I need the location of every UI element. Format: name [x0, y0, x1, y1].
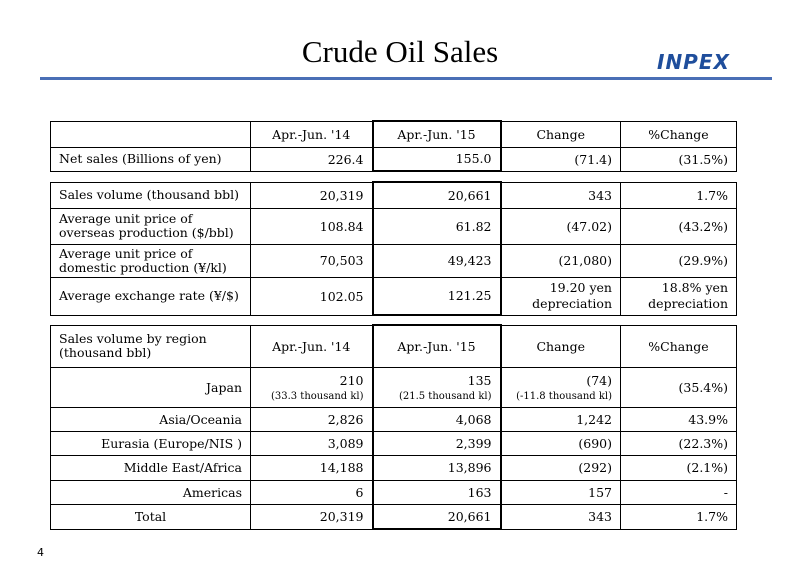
main-value: 210 — [339, 372, 364, 388]
cell-value: (35.4%) — [621, 367, 737, 407]
cell-value: 6 — [251, 480, 373, 504]
cell-value: (292) — [501, 455, 621, 480]
main-value: (74) — [586, 372, 612, 388]
cell-value: (43.2%) — [621, 208, 737, 244]
page-title: Crude Oil Sales — [301, 34, 499, 69]
cell-value: 20,319 — [251, 182, 373, 208]
header-cell: %Change — [621, 121, 737, 147]
row-label: Sales volume (thousand bbl) — [51, 182, 251, 208]
cell-value: 226.4 — [251, 147, 373, 171]
cell-value: 155.0 — [373, 147, 501, 171]
sales-by-region-table — [50, 324, 737, 530]
header-cell: Apr.-Jun. '14 — [251, 325, 373, 367]
header-cell — [51, 121, 251, 147]
table-row — [51, 431, 737, 455]
table-header-row — [51, 325, 737, 367]
row-label: Eurasia (Europe/NIS ) — [51, 431, 251, 455]
main-value: 135 — [467, 372, 492, 388]
cell-value: 343 — [501, 182, 621, 208]
header-cell: %Change — [621, 325, 737, 367]
cell-value: 13,896 — [373, 455, 501, 480]
table-row — [51, 147, 737, 171]
cell-value — [501, 367, 621, 407]
net-sales-table — [50, 120, 737, 172]
table-header-row — [51, 121, 737, 147]
change-line2: depreciation — [532, 296, 612, 311]
row-label: Average unit price of overseas production ($/bbl) — [51, 208, 251, 244]
cell-value: 2,399 — [373, 431, 501, 455]
header-label-line1: Sales volume by region — [59, 331, 207, 346]
cell-value: (29.9%) — [621, 244, 737, 277]
header-cell — [51, 325, 251, 367]
cell-value: 2,826 — [251, 407, 373, 431]
cell-value: 43.9% — [621, 407, 737, 431]
cell-value: (21,080) — [501, 244, 621, 277]
cell-value: 61.82 — [373, 208, 501, 244]
cell-value: 49,423 — [373, 244, 501, 277]
cell-value: 1.7% — [621, 504, 737, 529]
table-row — [51, 244, 737, 277]
cell-value: 157 — [501, 480, 621, 504]
inpex-logo: INPEX — [657, 50, 730, 74]
cell-value: 4,068 — [373, 407, 501, 431]
cell-value: 20,661 — [373, 182, 501, 208]
table-row — [51, 407, 737, 431]
header-cell: Apr.-Jun. '15 — [373, 325, 501, 367]
cell-value: (47.02) — [501, 208, 621, 244]
cell-value: 102.05 — [251, 277, 373, 315]
cell-value — [621, 277, 737, 315]
cell-value: (22.3%) — [621, 431, 737, 455]
cell-value: 163 — [373, 480, 501, 504]
cell-value: 343 — [501, 504, 621, 529]
row-label: Total — [51, 504, 251, 529]
cell-value: 121.25 — [373, 277, 501, 315]
table-row — [51, 208, 737, 244]
cell-value: (31.5%) — [621, 147, 737, 171]
header-cell: Change — [501, 325, 621, 367]
cell-value: - — [621, 480, 737, 504]
page-number: 4 — [37, 546, 44, 559]
cell-value: (71.4) — [501, 147, 621, 171]
pct-line1: 18.8% yen — [661, 280, 728, 295]
table-row — [51, 367, 737, 407]
table-row — [51, 277, 737, 315]
row-label: Average exchange rate (¥/$) — [51, 277, 251, 315]
table-row — [51, 182, 737, 208]
sub-value: (33.3 thousand kl) — [270, 390, 364, 402]
cell-value: 3,089 — [251, 431, 373, 455]
row-label: Americas — [51, 480, 251, 504]
cell-value — [373, 367, 501, 407]
cell-value: 70,503 — [251, 244, 373, 277]
change-line1: 19.20 yen — [549, 280, 612, 295]
header-label-line2: (thousand bbl) — [59, 345, 152, 360]
sales-volume-price-table — [50, 181, 737, 316]
table-row — [51, 455, 737, 480]
header-cell: Apr.-Jun. '15 — [373, 121, 501, 147]
cell-value — [501, 277, 621, 315]
row-label: Asia/Oceania — [51, 407, 251, 431]
cell-value: 108.84 — [251, 208, 373, 244]
cell-value: (690) — [501, 431, 621, 455]
row-label: Japan — [51, 367, 251, 407]
table-total-row — [51, 504, 737, 529]
cell-value: 20,319 — [251, 504, 373, 529]
header-cell: Change — [501, 121, 621, 147]
cell-value: 20,661 — [373, 504, 501, 529]
header-cell: Apr.-Jun. '14 — [251, 121, 373, 147]
cell-value: 1,242 — [501, 407, 621, 431]
cell-value: 1.7% — [621, 182, 737, 208]
row-label: Average unit price of domestic production (¥/kl) — [51, 244, 251, 277]
sub-value: (21.5 thousand kl) — [398, 390, 492, 402]
title-divider — [40, 77, 772, 80]
row-label: Middle East/Africa — [51, 455, 251, 480]
sub-value: (-11.8 thousand kl) — [516, 390, 612, 402]
cell-value: (2.1%) — [621, 455, 737, 480]
cell-value: 14,188 — [251, 455, 373, 480]
table-row — [51, 480, 737, 504]
pct-line2: depreciation — [648, 296, 728, 311]
row-label: Net sales (Billions of yen) — [51, 147, 251, 171]
cell-value — [251, 367, 373, 407]
